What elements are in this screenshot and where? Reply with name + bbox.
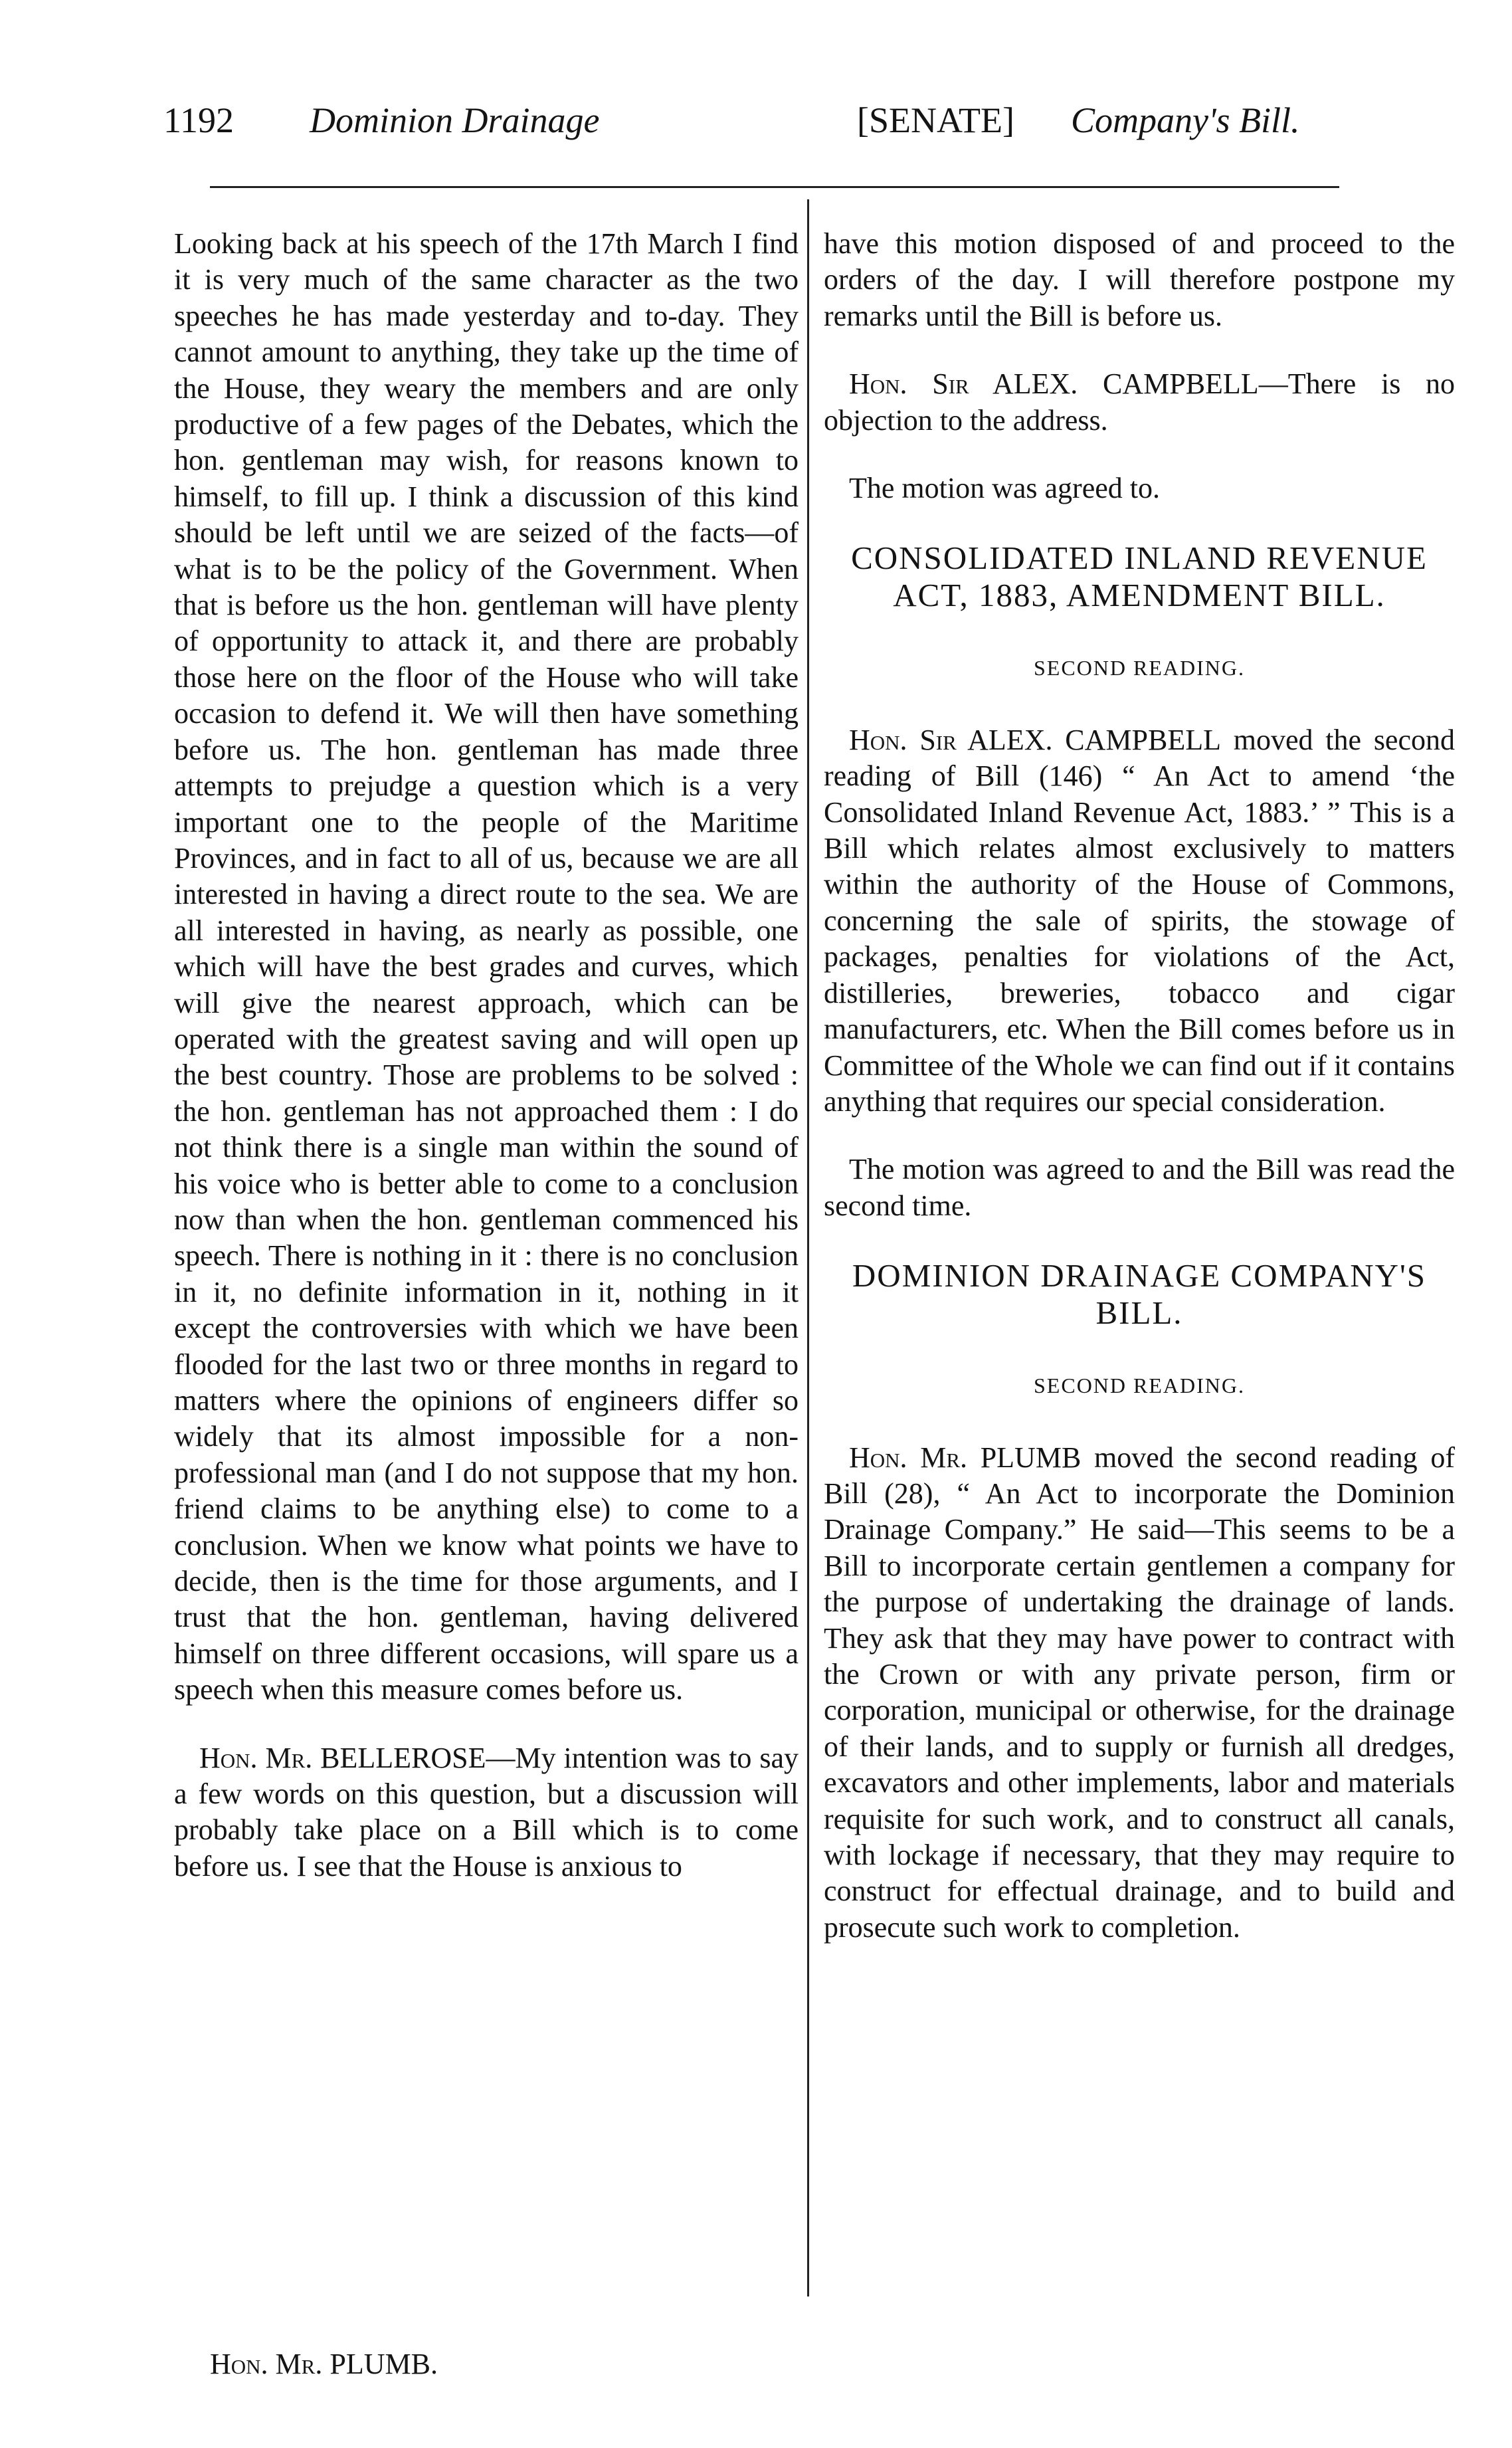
right-paragraph-4-text: moved the second reading of Bill (146) “ An Act to amend ‘the Consolidated Inland Revenue Act, 1883.’ ” This is a Bill which relates almost exclusively to matters within the authority of the House of Commons, concerning the sale of spirits, the stowage of packages, penalties for violations of the Act, distilleries, breweries, tobacco and cigar manufacturers, etc. When the Bill comes before us in Committee of the Whole we can find out if it contains anything that requires our special consideration.: [824, 723, 1455, 1118]
left-paragraph-2-text: —My intention was to say a few words on this question, but a discussion will probably take place on a Bill which is to come before us. I see that the House is anxious to: [174, 1741, 799, 1883]
right-column: [824, 226, 1455, 1946]
right-paragraph-6: [824, 1440, 1455, 1946]
speaker-campbell-2: Hon. Sir ALEX. CAMPBELL: [849, 723, 1221, 756]
section-subheading-second-reading-1: SECOND READING.: [1034, 656, 1245, 680]
left-paragraph-2: [174, 1740, 799, 1885]
section-subheading-second-reading-2: SECOND READING.: [1034, 1374, 1245, 1398]
speaker-campbell: Hon. Sir ALEX. CAMPBELL: [849, 367, 1259, 401]
right-paragraph-3: The motion was agreed to.: [849, 472, 1160, 505]
right-paragraph-4: [824, 722, 1455, 1120]
section-heading-inland-revenue: CONSOLIDATED INLAND REVENUE ACT, 1883, AMENDMENT BILL.: [851, 540, 1428, 614]
header-title-right: Company's Bill.: [1071, 100, 1300, 140]
right-paragraph-6-text: moved the second reading of Bill (28), “ An Act to incorporate the Dominion Drainage Company.” He said—This seems to be a Bill to incorporate certain gentlemen a company for the purpose of undertaking the drainage of lands. They ask that they may have power to contract with the Crown or with any private person, firm or corporation, municipal or otherwise, for the drainage of their lands, and to supply or furnish all dredges, excavators and other implements, labor and materials requisite for such work, and to construct all canals, with lockage if necessary, that they may require to construct for effectual drainage, and to build and prosecute such work to completion.: [824, 1441, 1455, 1944]
left-column: [174, 226, 799, 1885]
header-chamber: [SENATE]: [857, 100, 1014, 140]
column-divider: [807, 199, 809, 2296]
header-rule: [210, 186, 1339, 188]
header-title-left: Dominion Drainage: [310, 100, 600, 140]
right-paragraph-1: have this motion disposed of and proceed to the orders of the day. I will therefore postpone my remarks until the Bill is before us.: [824, 227, 1455, 332]
running-header: [163, 97, 1452, 144]
section-heading-dominion-drainage: DOMINION DRAINAGE COMPANY'S BILL.: [852, 1257, 1427, 1332]
speaker-plumb: Hon. Mr. PLUMB: [849, 1441, 1082, 1474]
left-paragraph-1: Looking back at his speech of the 17th March I find it is very much of the same character as the two speeches he has made yesterday and to-day. They cannot amount to anything, they take up the time of the House, they weary the members and are only productive of a few pages of the Debates, which the hon. gentleman may wish, for reasons known to himself, to fill up. I think a discussion of this kind should be left until we are seized of the facts—of what is to be the policy of the Government. When that is before us the hon. gentleman will have plenty of opportunity to attack it, and there are probably those here on the floor of the House who will take occasion to defend it. We will then have something before us. The hon. gentleman has made three attempts to prejudge a question which is a very important one to the people of the Maritime Provinces, and in fact to all of us, because we are all interested in having a direct route to the sea. We are all interested in having, as nearly as possible, one which will have the best grades and curves, which will give the nearest approach, which can be operated with the greatest saving and will open up the best country. Those are problems to be solved : the hon. gentleman has not approached them : I do not think there is a single man within the sound of his voice who is better able to come to a conclusion now than when the hon. gentleman commenced his speech. There is nothing in it : there is no conclusion in it, no definite information in it, nothing in it except the controversies with which we have been flooded for the last two or three months in regard to matters where the opinions of engineers differ so widely that its almost impossible for a non-professional man (and I do not suppose that my hon. friend claims to be anything else) to come to a conclusion. When we know what points we have to decide, then is the time for those arguments, and I trust that the hon. gentleman, having delivered himself on three different occasions, will spare us a speech when this measure comes before us.: [174, 227, 799, 1706]
right-paragraph-2-text: —There is no objection to the address.: [824, 367, 1456, 437]
footer-catchword: Hon. Mr. PLUMB.: [210, 2348, 438, 2380]
right-paragraph-5: The motion was agreed to and the Bill was read the second time.: [824, 1153, 1455, 1222]
page-number: 1192: [163, 100, 234, 140]
right-paragraph-2: [824, 366, 1455, 439]
speaker-bellerose: Hon. Mr. BELLEROSE: [199, 1741, 486, 1774]
